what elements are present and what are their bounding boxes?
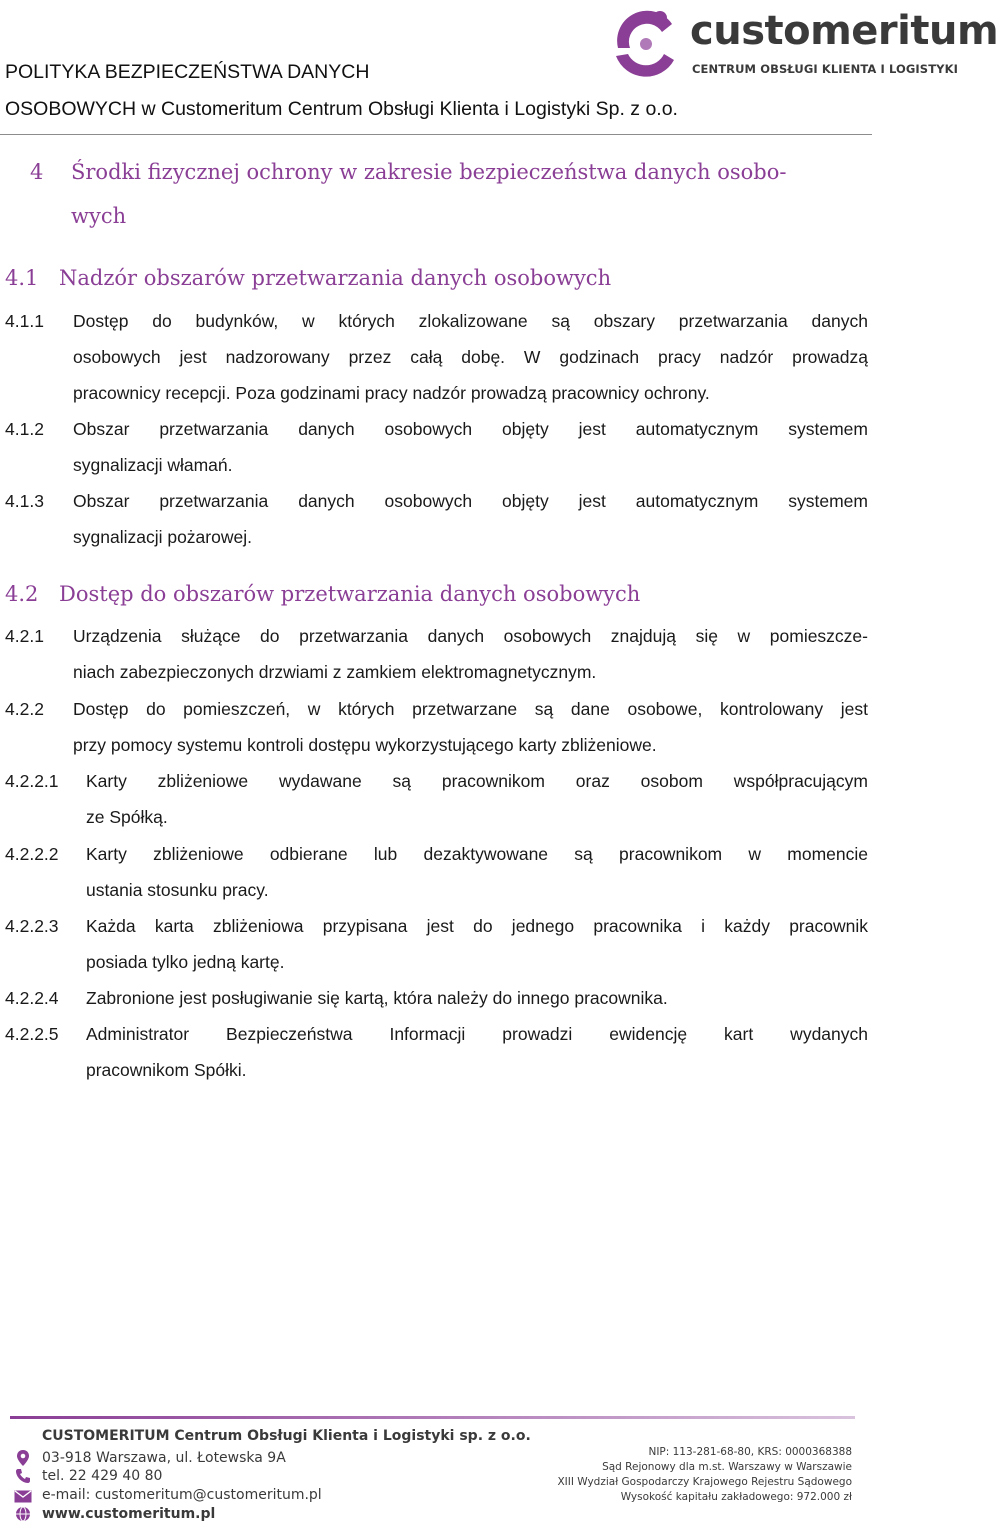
item-4-1-3-number: 4.1.3: [5, 491, 44, 511]
item-4-2-2-1-number: 4.2.2.1: [5, 771, 59, 791]
logo-wordmark: customeritum: [690, 8, 998, 54]
item-4-1-1-line2: osobowych jest nadzorowany przez całą dobę. W godzinach pracy nadzór prowadzą: [73, 347, 868, 367]
item-4-1-1-number: 4.1.1: [5, 311, 44, 331]
item-4-2-2-5-line2: pracownikom Spółki.: [86, 1060, 247, 1080]
item-4-1-2-line2: sygnalizacji włamań.: [73, 455, 233, 475]
location-icon: [14, 1449, 32, 1467]
item-4-2-1-line1: Urządzenia służące do przetwarzania danych osobowych znajdują się w pomieszcze-: [73, 626, 868, 646]
section-4-number: 4: [30, 160, 44, 184]
section-4-1-title: Nadzór obszarów przetwarzania danych osobowych: [59, 266, 612, 290]
item-4-1-3-line1: Obszar przetwarzania danych osobowych objęty jest automatycznym systemem: [73, 491, 868, 511]
document-title-line2: OSOBOWYCH w Customeritum Centrum Obsługi Klienta i Logistyki Sp. z o.o.: [5, 98, 678, 120]
item-4-2-2-5-number: 4.2.2.5: [5, 1024, 59, 1044]
footer-phone: tel. 22 429 40 80: [42, 1468, 163, 1484]
item-4-1-2-line1: Obszar przetwarzania danych osobowych objęty jest automatycznym systemem: [73, 419, 868, 439]
footer-company-name: CUSTOMERITUM Centrum Obsługi Klienta i Logistyki sp. z o.o.: [42, 1428, 531, 1444]
item-4-2-2-1-line2: ze Spółką.: [86, 807, 168, 827]
item-4-2-2-5-line1: Administrator Bezpieczeństwa Informacji prowadzi ewidencję kart wydanych: [86, 1024, 868, 1044]
section-4-2-title: Dostęp do obszarów przetwarzania danych osobowych: [59, 582, 641, 606]
footer-share-capital: Wysokość kapitału zakładowego: 972.000 zł: [620, 1491, 852, 1503]
logo-tagline: CENTRUM OBSŁUGI KLIENTA I LOGISTYKI: [692, 62, 958, 76]
item-4-2-2-4-line1: Zabronione jest posługiwanie się kartą, która należy do innego pracownika.: [86, 988, 668, 1008]
item-4-1-1-line1: Dostęp do budynków, w których zlokalizowane są obszary przetwarzania danych: [73, 311, 868, 331]
item-4-2-2-2-line1: Karty zbliżeniowe odbierane lub dezaktywowane są pracownikom w momencie: [86, 844, 868, 864]
section-4-title-line1: Środki fizycznej ochrony w zakresie bezpieczeństwa danych osobo-: [71, 160, 787, 184]
footer-divider: [10, 1416, 855, 1419]
item-4-2-1-number: 4.2.1: [5, 626, 44, 646]
footer-address: 03-918 Warszawa, ul. Łotewska 9A: [42, 1450, 286, 1466]
company-logo: [608, 4, 998, 84]
item-4-1-2-number: 4.1.2: [5, 419, 44, 439]
footer-court: Sąd Rejonowy dla m.st. Warszawy w Warszawie: [602, 1461, 852, 1473]
header-divider: [0, 134, 872, 135]
item-4-2-2-4-number: 4.2.2.4: [5, 988, 59, 1008]
item-4-2-2-2-number: 4.2.2.2: [5, 844, 59, 864]
section-4-2-number: 4.2: [5, 582, 39, 606]
item-4-2-2-3-line1: Każda karta zbliżeniowa przypisana jest do jednego pracownika i każdy pracownik: [86, 916, 868, 936]
section-4-title-line2: wych: [71, 204, 127, 228]
document-title-line1: POLITYKA BEZPIECZEŃSTWA DANYCH: [5, 61, 370, 83]
item-4-2-1-line2: niach zabezpieczonych drzwiami z zamkiem elektromagnetycznym.: [73, 662, 597, 682]
item-4-2-2-number: 4.2.2: [5, 699, 44, 719]
footer-email[interactable]: e-mail: customeritum@customeritum.pl: [42, 1487, 322, 1503]
item-4-2-2-line2: przy pomocy systemu kontroli dostępu wykorzystującego karty zbliżeniowe.: [73, 735, 657, 755]
item-4-2-2-2-line2: ustania stosunku pracy.: [86, 880, 269, 900]
footer-nip-krs: NIP: 113-281-68-80, KRS: 0000368388: [648, 1446, 852, 1458]
logo-mark-icon: [608, 4, 686, 82]
item-4-2-2-3-number: 4.2.2.3: [5, 916, 59, 936]
footer-website[interactable]: www.customeritum.pl: [42, 1506, 216, 1522]
item-4-2-2-1-line1: Karty zbliżeniowe wydawane są pracownikom oraz osobom współpracującym: [86, 771, 868, 791]
item-4-1-1-line3: pracownicy recepcji. Poza godzinami pracy nadzór prowadzą pracownicy ochrony.: [73, 383, 710, 403]
footer-court-division: XIII Wydział Gospodarczy Krajowego Rejestru Sądowego: [557, 1476, 852, 1488]
mail-icon: [14, 1487, 32, 1505]
item-4-2-2-line1: Dostęp do pomieszczeń, w których przetwarzane są dane osobowe, kontrolowany jest: [73, 699, 868, 719]
phone-icon: [14, 1467, 32, 1485]
globe-icon: [14, 1505, 32, 1523]
item-4-2-2-3-line2: posiada tylko jedną kartę.: [86, 952, 285, 972]
section-4-1-number: 4.1: [5, 266, 39, 290]
item-4-1-3-line2: sygnalizacji pożarowej.: [73, 527, 252, 547]
